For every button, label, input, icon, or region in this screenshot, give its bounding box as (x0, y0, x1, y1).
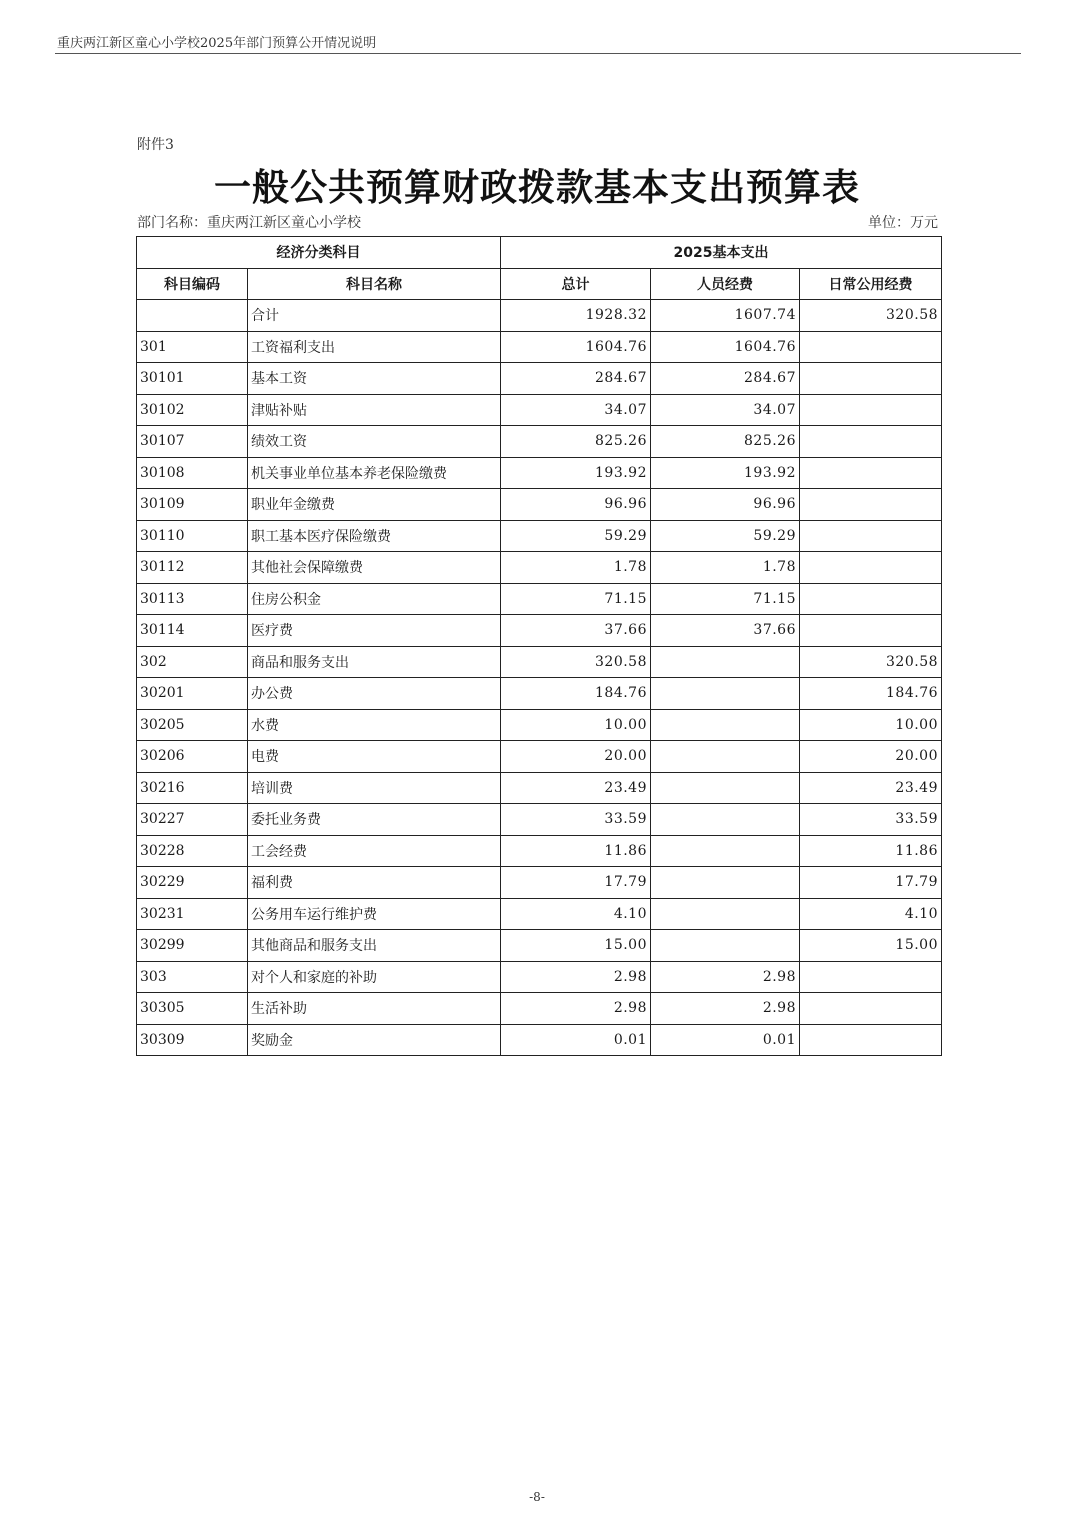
table-row (137, 520, 942, 552)
cell-personnel: 825.26 (651, 426, 800, 458)
cell-name: 公务用车运行维护费 (248, 898, 501, 930)
budget-table (136, 236, 942, 1056)
header-public: 日常公用经费 (800, 268, 942, 300)
unit-label: 单位：万元 (868, 215, 938, 231)
cell-name: 电费 (248, 741, 501, 773)
cell-total: 17.79 (501, 867, 651, 899)
table-row (137, 804, 942, 836)
cell-personnel: 2.98 (651, 961, 800, 993)
cell-total: 320.58 (501, 646, 651, 678)
cell-total: 184.76 (501, 678, 651, 710)
cell-name: 工资福利支出 (248, 331, 501, 363)
table-row (137, 772, 942, 804)
cell-code: 30109 (137, 489, 248, 521)
cell-code: 30309 (137, 1024, 248, 1056)
running-header-title: 重庆两江新区童心小学校2025年部门预算公开情况说明 (57, 36, 377, 51)
cell-code: 30101 (137, 363, 248, 395)
cell-code (137, 300, 248, 332)
cell-personnel: 1.78 (651, 552, 800, 584)
cell-public: 184.76 (800, 678, 942, 710)
cell-public: 320.58 (800, 646, 942, 678)
cell-public: 10.00 (800, 709, 942, 741)
cell-code: 30228 (137, 835, 248, 867)
header-economic-category: 经济分类科目 (137, 237, 501, 269)
cell-personnel: 1604.76 (651, 331, 800, 363)
cell-code: 30201 (137, 678, 248, 710)
cell-code: 30216 (137, 772, 248, 804)
cell-total: 1928.32 (501, 300, 651, 332)
cell-personnel (651, 678, 800, 710)
cell-personnel: 34.07 (651, 394, 800, 426)
cell-personnel (651, 867, 800, 899)
cell-public: 33.59 (800, 804, 942, 836)
cell-personnel (651, 898, 800, 930)
cell-personnel: 0.01 (651, 1024, 800, 1056)
table-row (137, 835, 942, 867)
header-name: 科目名称 (248, 268, 501, 300)
budget-table-head (137, 237, 942, 300)
cell-code: 30205 (137, 709, 248, 741)
cell-name: 绩效工资 (248, 426, 501, 458)
cell-public (800, 394, 942, 426)
table-row (137, 993, 942, 1025)
column-header-row (137, 268, 942, 300)
cell-name: 生活补助 (248, 993, 501, 1025)
attachment-label: 附件3 (137, 137, 174, 153)
cell-code: 30108 (137, 457, 248, 489)
cell-personnel: 59.29 (651, 520, 800, 552)
table-row (137, 615, 942, 647)
page-number: -8- (529, 1490, 545, 1504)
cell-code: 30107 (137, 426, 248, 458)
cell-name: 委托业务费 (248, 804, 501, 836)
table-row (137, 394, 942, 426)
cell-personnel (651, 772, 800, 804)
cell-name: 津贴补贴 (248, 394, 501, 426)
cell-total: 0.01 (501, 1024, 651, 1056)
cell-name: 工会经费 (248, 835, 501, 867)
cell-total: 825.26 (501, 426, 651, 458)
cell-total: 284.67 (501, 363, 651, 395)
cell-total: 71.15 (501, 583, 651, 615)
cell-total: 4.10 (501, 898, 651, 930)
table-row (137, 898, 942, 930)
cell-total: 193.92 (501, 457, 651, 489)
table-row (137, 363, 942, 395)
cell-public (800, 993, 942, 1025)
cell-personnel (651, 835, 800, 867)
table-row (137, 489, 942, 521)
table-row (137, 426, 942, 458)
cell-personnel: 96.96 (651, 489, 800, 521)
budget-table-body (137, 300, 942, 1056)
cell-code: 30229 (137, 867, 248, 899)
department-name: 部门名称：重庆两江新区童心小学校 (137, 215, 361, 231)
table-row (137, 457, 942, 489)
header-basic-expenditure: 2025基本支出 (501, 237, 942, 269)
cell-personnel: 193.92 (651, 457, 800, 489)
table-row (137, 678, 942, 710)
cell-total: 10.00 (501, 709, 651, 741)
table-row (137, 583, 942, 615)
cell-code: 30227 (137, 804, 248, 836)
cell-total: 96.96 (501, 489, 651, 521)
header-total: 总计 (501, 268, 651, 300)
cell-public (800, 583, 942, 615)
cell-code: 301 (137, 331, 248, 363)
cell-personnel (651, 646, 800, 678)
header-personnel: 人员经费 (651, 268, 800, 300)
cell-public (800, 552, 942, 584)
cell-code: 30299 (137, 930, 248, 962)
cell-code: 30305 (137, 993, 248, 1025)
cell-name: 基本工资 (248, 363, 501, 395)
cell-public (800, 457, 942, 489)
table-row (137, 331, 942, 363)
cell-total: 2.98 (501, 961, 651, 993)
cell-public: 17.79 (800, 867, 942, 899)
cell-personnel: 37.66 (651, 615, 800, 647)
cell-public: 15.00 (800, 930, 942, 962)
cell-total: 59.29 (501, 520, 651, 552)
cell-name: 机关事业单位基本养老保险缴费 (248, 457, 501, 489)
cell-code: 30231 (137, 898, 248, 930)
cell-public (800, 426, 942, 458)
table-row (137, 741, 942, 773)
cell-public: 320.58 (800, 300, 942, 332)
table-row (137, 867, 942, 899)
page-title: 一般公共预算财政拨款基本支出预算表 (214, 165, 860, 209)
cell-public (800, 961, 942, 993)
table-row (137, 646, 942, 678)
table-row (137, 961, 942, 993)
cell-name: 对个人和家庭的补助 (248, 961, 501, 993)
cell-public: 4.10 (800, 898, 942, 930)
cell-code: 302 (137, 646, 248, 678)
cell-public (800, 520, 942, 552)
cell-personnel: 2.98 (651, 993, 800, 1025)
cell-personnel (651, 930, 800, 962)
cell-public: 11.86 (800, 835, 942, 867)
cell-public: 20.00 (800, 741, 942, 773)
cell-personnel: 71.15 (651, 583, 800, 615)
cell-name: 合计 (248, 300, 501, 332)
cell-name: 住房公积金 (248, 583, 501, 615)
cell-personnel (651, 741, 800, 773)
cell-total: 37.66 (501, 615, 651, 647)
group-header-row (137, 237, 942, 269)
table-row (137, 709, 942, 741)
cell-personnel: 284.67 (651, 363, 800, 395)
cell-name: 培训费 (248, 772, 501, 804)
header-code: 科目编码 (137, 268, 248, 300)
cell-public (800, 1024, 942, 1056)
cell-name: 福利费 (248, 867, 501, 899)
cell-total: 1.78 (501, 552, 651, 584)
table-row (137, 552, 942, 584)
table-row (137, 300, 942, 332)
cell-total: 1604.76 (501, 331, 651, 363)
cell-name: 职业年金缴费 (248, 489, 501, 521)
cell-name: 商品和服务支出 (248, 646, 501, 678)
cell-public (800, 363, 942, 395)
cell-name: 水费 (248, 709, 501, 741)
cell-code: 30113 (137, 583, 248, 615)
cell-name: 办公费 (248, 678, 501, 710)
cell-name: 其他商品和服务支出 (248, 930, 501, 962)
cell-name: 医疗费 (248, 615, 501, 647)
cell-public (800, 489, 942, 521)
cell-code: 30110 (137, 520, 248, 552)
cell-total: 11.86 (501, 835, 651, 867)
cell-code: 30112 (137, 552, 248, 584)
table-row (137, 930, 942, 962)
header-divider (55, 53, 1021, 54)
cell-name: 职工基本医疗保险缴费 (248, 520, 501, 552)
cell-total: 15.00 (501, 930, 651, 962)
cell-total: 33.59 (501, 804, 651, 836)
cell-total: 2.98 (501, 993, 651, 1025)
cell-name: 其他社会保障缴费 (248, 552, 501, 584)
cell-public (800, 615, 942, 647)
cell-name: 奖励金 (248, 1024, 501, 1056)
cell-code: 30102 (137, 394, 248, 426)
cell-total: 23.49 (501, 772, 651, 804)
table-row (137, 1024, 942, 1056)
cell-code: 30206 (137, 741, 248, 773)
cell-public (800, 331, 942, 363)
cell-personnel (651, 804, 800, 836)
cell-code: 30114 (137, 615, 248, 647)
cell-public: 23.49 (800, 772, 942, 804)
cell-total: 20.00 (501, 741, 651, 773)
cell-total: 34.07 (501, 394, 651, 426)
cell-code: 303 (137, 961, 248, 993)
cell-personnel: 1607.74 (651, 300, 800, 332)
cell-personnel (651, 709, 800, 741)
